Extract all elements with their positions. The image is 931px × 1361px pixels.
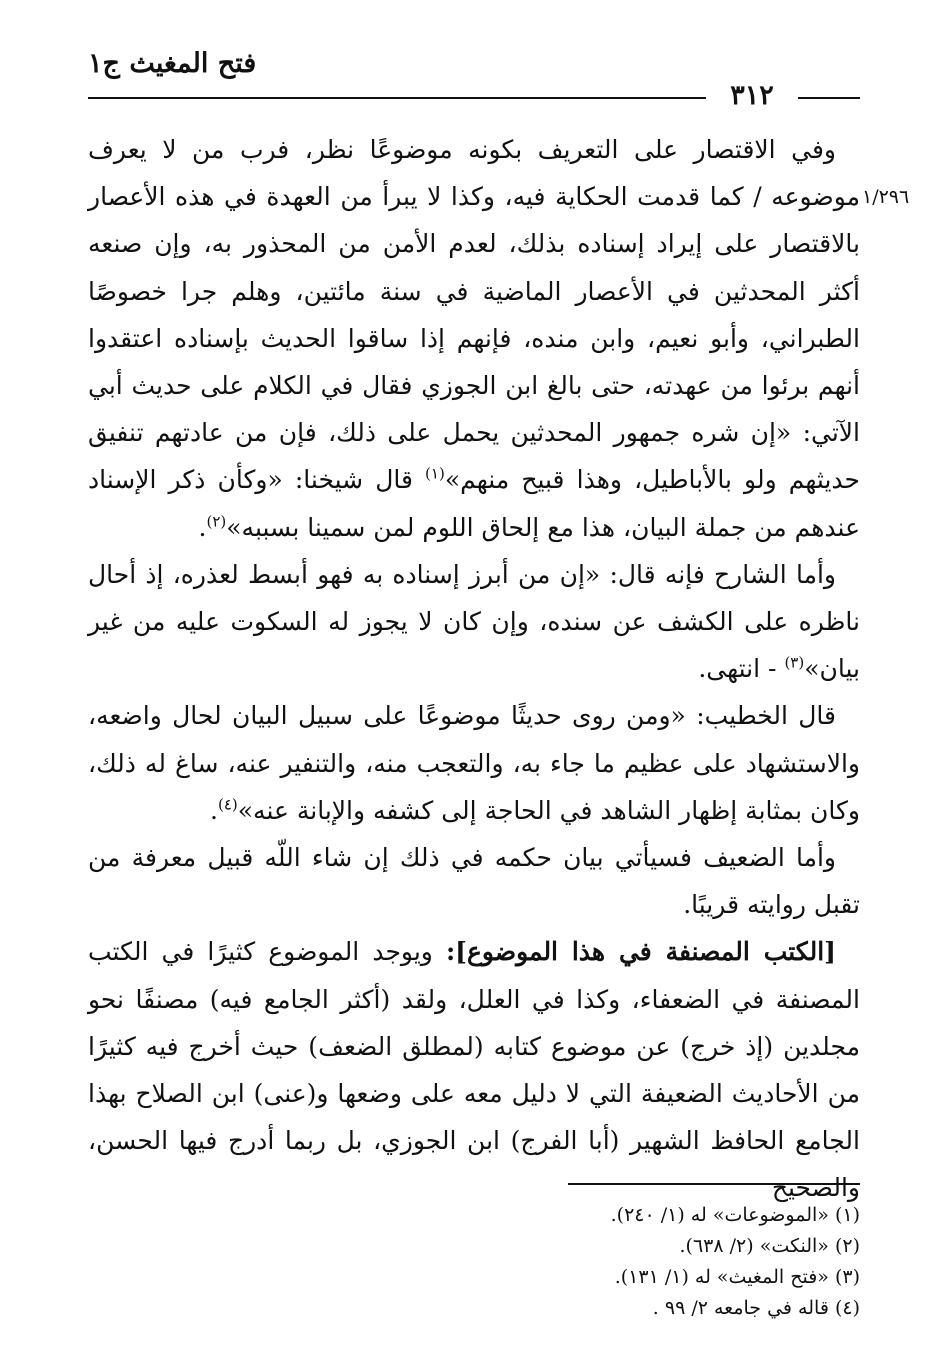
paragraph-text: وأما الشارح فإنه قال: «إن من أبرز إسناده به فهو أبسط لعذره، إذ أحال ناظره على الكشف عن سنده، وإن كان لا يجوز له السكوت عليه من غير بيان» — [88, 559, 860, 684]
paragraph-text: وفي الاقتصار على التعريف بكونه موضوعًا نظر، فرب من لا يعرف موضوعه / كما قدمت الحكاية فيه، وكذا لا يبرأ من العهدة في هذه الأعصار بالاقتصار على إيراد إسناده بذلك، لعدم الأمن من المحذور به، وإن صنعه أكثر المحدثين في الأعصار الماضية في سنة مائتين، وهلم جرا خصوصًا الطبراني، وأبو نعيم، وابن منده، فإنهم إذا ساقوا الحديث بإسناده اعتقدوا أنهم برئوا من عهدته، حتى بالغ ابن الجوزي فقال في الكلام على حديث أبي الآتي: «إن شره جمهور المحدثين يحمل على ذلك، فإن من عادتهم تنفيق حديثهم ولو بالأباطيل، وهذا قبيح منهم» — [88, 135, 860, 495]
paragraph-text: قال الخطيب: «ومن روى حديثًا موضوعًا على سبيل البيان لحال واضعه، والاستشهاد على عظيم ما جاء به، والتعجب منه، والتنفير عنه، ساغ له ذلك، وكان بمثابة إظهار الشاهد في الحاجة إلى كشفه والإبانة عنه» — [88, 701, 860, 825]
footnote-reference: (٣) — [784, 653, 805, 672]
footnote-3: (٣) «فتح المغيث» له (١/ ١٣١). — [614, 1266, 860, 1288]
paragraph-text: قال شيخنا: «وكأن ذكر الإسناد عندهم من جملة البيان، هذا مع إلحاق اللوم لمن سمينا بسببه» — [88, 465, 860, 542]
footnote-2: (٢) «النكت» (٢/ ٦٣٨). — [679, 1235, 860, 1257]
paragraph-text: وأما الضعيف فسيأتي بيان حكمه في ذلك إن شاء اللّه قبيل معرفة من تقبل روايته قريبًا. — [88, 843, 860, 920]
footnote-1: (١) «الموضوعات» له (١/ ٢٤٠). — [610, 1204, 860, 1226]
footnote-reference: (٤) — [217, 795, 238, 814]
paragraph-4 — [88, 834, 860, 928]
page-number: ٣١٢ — [730, 80, 774, 111]
paragraph-text: ويوجد الموضوع كثيرًا في الكتب المصنفة في الضعفاء، وكذا في العلل، ولقد (أكثر الجامع فيه) مصنفًا نحو مجلدين (إذ خرج) عن موضوع كتابه (لمطلق الضعف) حيث أخرج فيه كثيرًا من الأحاديث الضعيفة التي لا دليل معه على وضعها و(عنى) ابن الصلاح بهذا الجامع الحافظ الشهير (أبا الفرج) ابن الجوزي، بل ربما أدرج فيها الحسن، والصحيح — [88, 937, 860, 1203]
paragraph-text: . — [210, 795, 218, 825]
margin-reference: ١/٢٩٦ — [862, 186, 910, 208]
footnote-reference: (٢) — [206, 512, 227, 531]
paragraph-2 — [88, 551, 860, 693]
footnote-reference: (١) — [425, 465, 445, 484]
header-rule-right — [798, 97, 860, 99]
paragraph-text: . — [198, 512, 207, 542]
running-header-title: فتح المغيث ج١ — [88, 48, 257, 79]
paragraph-1 — [88, 126, 860, 551]
footnote-separator — [568, 1183, 860, 1185]
header-rule — [88, 97, 706, 99]
paragraph-text: - انتهى. — [698, 654, 785, 684]
paragraph-5 — [88, 928, 860, 1211]
section-heading: [الكتب المصنفة في هذا الموضوع]: — [445, 937, 837, 967]
footnote-4: (٤) قاله في جامعه ٢/ ٩٩ . — [652, 1297, 860, 1319]
main-text — [88, 126, 860, 1212]
paragraph-3 — [88, 692, 860, 834]
footnotes — [360, 1200, 860, 1324]
